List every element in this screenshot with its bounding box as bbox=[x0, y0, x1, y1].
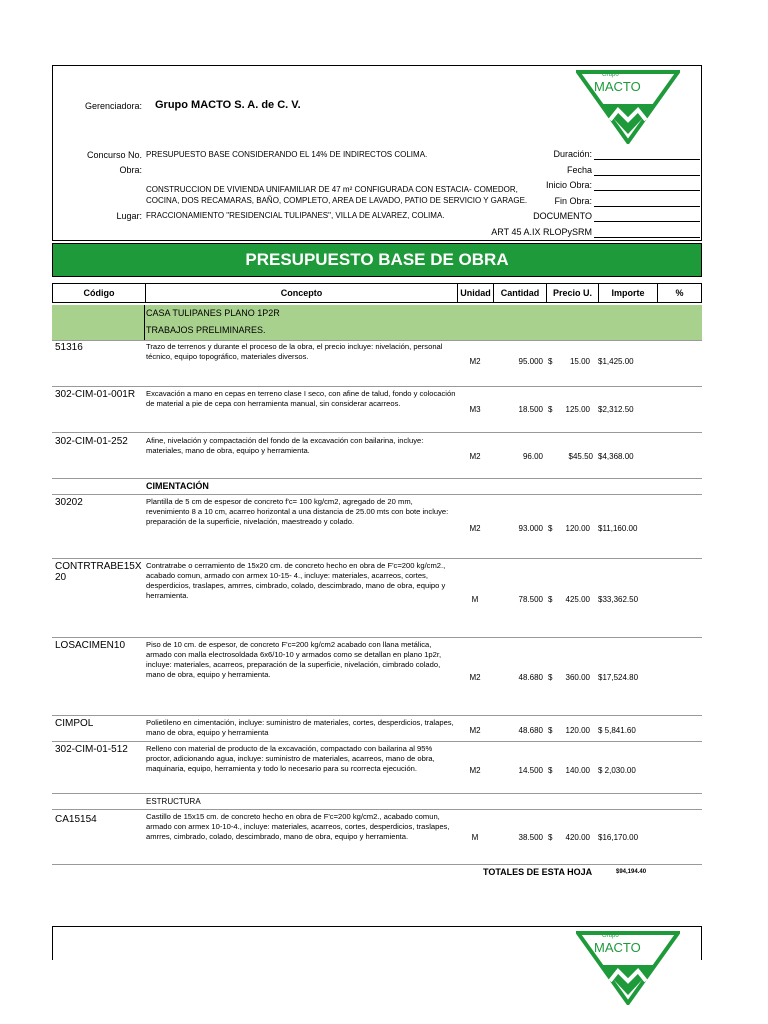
row-import: $2,312.50 bbox=[598, 405, 634, 414]
obra-label: Obra: bbox=[119, 165, 142, 175]
row-cur: $ bbox=[548, 673, 553, 682]
row-rule bbox=[52, 386, 702, 387]
row-desc: Polietileno en cimentación, incluye: suministro de materiales, cortes, desperdicios, tralapes, mano de obra, equipo y herramienta bbox=[146, 718, 454, 737]
row-rule bbox=[52, 494, 702, 495]
col-concepto: Concepto bbox=[146, 284, 458, 303]
row-import: $ 5,841.60 bbox=[598, 726, 636, 735]
row-unit: M2 bbox=[469, 357, 481, 366]
row-price: 120.00 bbox=[565, 726, 590, 735]
row-rule bbox=[52, 793, 702, 794]
row-rule bbox=[52, 741, 702, 742]
row-rule bbox=[52, 637, 702, 638]
art-line bbox=[594, 237, 700, 238]
row-import: $11,160.00 bbox=[598, 524, 638, 533]
row-code: 302-CIM-01-512 bbox=[55, 744, 128, 755]
row-code: 30202 bbox=[55, 497, 83, 508]
row-price: $45.50 bbox=[568, 452, 593, 461]
row-price: 125.00 bbox=[565, 405, 590, 414]
row-rule bbox=[52, 340, 702, 341]
row-qty: 93.000 bbox=[518, 524, 543, 533]
row-rule bbox=[52, 478, 702, 479]
row-import: $17,524.80 bbox=[598, 673, 639, 682]
row-unit: M3 bbox=[469, 405, 481, 414]
row-unit: M2 bbox=[469, 726, 481, 735]
row-desc: Trazo de terrenos y durante el proceso de la obra, el precio incluye: nivelación, personal técnico, equipo topográfico, materiales diversos. bbox=[146, 342, 443, 361]
row-code: 51316 bbox=[55, 342, 83, 353]
row-desc: Plantilla de 5 cm de espesor de concreto f'c= 100 kg/cm2, agregado de 20 mm, revenimiento 8 a 10 cm, acarreo horizontal a una distancia de 25.00 mts con bote incluye: preparación de la superficie, nivelación, maestreado y colado. bbox=[146, 497, 449, 526]
concurso-label: Concurso No. bbox=[86, 150, 142, 160]
row-cur: $ bbox=[548, 766, 553, 775]
row-import: $4,368.00 bbox=[598, 452, 634, 461]
row-price: 120.00 bbox=[565, 524, 590, 533]
art-label: ART 45 A.IX RLOPySRM bbox=[491, 227, 592, 237]
row-code: CIMPOL bbox=[55, 718, 94, 729]
col-codigo: Código bbox=[53, 284, 146, 303]
row-rule bbox=[52, 864, 702, 865]
obra-value-2: COCINA, DOS RECAMARAS, BAÑO, COMPLETO, AREA DE LAVADO, PATIO DE SERVICIO Y GARAGE. bbox=[146, 196, 528, 205]
row-unit: M bbox=[471, 833, 479, 842]
logo-brand-text-2: MACTO bbox=[594, 940, 641, 955]
duracion-line bbox=[594, 159, 700, 160]
lugar-label: Lugar: bbox=[116, 211, 142, 221]
logo-small-text-2: Grupo bbox=[602, 933, 619, 939]
row-rule bbox=[52, 809, 702, 810]
lugar-value: FRACCIONAMIENTO "RESIDENCIAL TULIPANES", VILLA DE ALVAREZ, COLIMA. bbox=[146, 211, 445, 220]
inicio-label: Inicio Obra: bbox=[545, 180, 592, 190]
row-cur: $ bbox=[548, 833, 553, 842]
duracion-label: Duración: bbox=[553, 149, 592, 159]
section-cimentacion: CIMENTACIÓN bbox=[146, 481, 209, 491]
concurso-value: PRESUPUESTO BASE CONSIDERANDO EL 14% DE INDIRECTOS COLIMA. bbox=[146, 150, 428, 159]
row-import: $ 2,030.00 bbox=[598, 766, 636, 775]
group-title-2: TRABAJOS PRELIMINARES. bbox=[146, 325, 266, 335]
gerenciadora-value: Grupo MACTO S. A. de C. V. bbox=[155, 99, 301, 111]
row-qty: 14.500 bbox=[518, 766, 543, 775]
row-code: CONTRTRABE15X20 bbox=[55, 561, 142, 583]
row-code: LOSACIMEN10 bbox=[55, 640, 126, 651]
row-unit: M2 bbox=[469, 673, 481, 682]
row-qty: 95.000 bbox=[518, 357, 543, 366]
row-desc: Castillo de 15x15 cm. de concreto hecho en obra de F'c=200 kg/cm2., acabado comun, armado con armex 10-10-4., incluye: materiales, acarreos, cortes, desperdicios, traslapes, amrres, cimbrado, colado, descimbrado, mano de obra, equipo y herramienta. bbox=[146, 812, 450, 841]
col-pct: % bbox=[658, 284, 702, 303]
row-import: $33,362.50 bbox=[598, 595, 639, 604]
gerenciadora-label: Gerenciadora: bbox=[84, 101, 142, 111]
totals-value: $94,194.40 bbox=[616, 869, 647, 875]
row-price: 420.00 bbox=[565, 833, 590, 842]
fecha-label: Fecha bbox=[566, 165, 592, 175]
row-price: 140.00 bbox=[565, 766, 590, 775]
section-estructura: ESTRUCTURA bbox=[146, 797, 201, 806]
inicio-line bbox=[594, 190, 700, 191]
fecha-line bbox=[594, 175, 700, 176]
row-cur: $ bbox=[548, 726, 553, 735]
row-desc: Piso de 10 cm. de espesor, de concreto F'c=200 kg/cm2 acabado con llana metálica, armado con malla electrosoldada 6x6/10-10 y armados como se detallan en plano 1p2r, incluye: materiales, acarreos, preparación de la superficie, nivelación, cimbrado colado, mano de obra, equipo y herramienta. bbox=[146, 640, 442, 679]
band-divider bbox=[144, 305, 145, 340]
row-desc: Relleno con material de producto de la excavación, compactado con bailarina al 95% proctor, adicionando agua, incluye: suministro de materiales, acarreos, mano de obra, maquinaria, equipo, herramienta y todo lo necesario para su rcorrecta ejecución. bbox=[146, 744, 435, 773]
row-unit: M bbox=[471, 595, 479, 604]
group-title-1: CASA TULIPANES PLANO 1P2R bbox=[146, 308, 280, 318]
row-rule bbox=[52, 432, 702, 433]
row-rule bbox=[52, 558, 702, 559]
row-price: 360.00 bbox=[565, 673, 590, 682]
documento-label: DOCUMENTO bbox=[533, 211, 592, 221]
row-cur: $ bbox=[548, 524, 553, 533]
row-unit: M2 bbox=[469, 524, 481, 533]
row-unit: M2 bbox=[469, 766, 481, 775]
fin-label: Fin Obra: bbox=[554, 196, 592, 206]
row-qty: 48.680 bbox=[518, 726, 543, 735]
row-unit: M2 bbox=[469, 452, 481, 461]
row-qty: 18.500 bbox=[518, 405, 543, 414]
row-desc: Contratrabe o cerramiento de 15x20 cm. de concreto hecho en obra de F'c=200 kg/cm2., acabado comun, armado con armex 10-15- 4., incluye: materiales, acarreos, cortes, desperdicios, traslapes, amrres, cimbrado, colado, descimbrado, mano de obra, equipo y herramienta. bbox=[146, 561, 446, 600]
row-cur: $ bbox=[548, 357, 553, 366]
row-import: $1,425.00 bbox=[598, 357, 634, 366]
row-qty: 78.500 bbox=[518, 595, 543, 604]
row-desc: Afine, nivelación y compactación del fondo de la excavación con bailarina, incluye: materiales, mano de obra, equipo y herramienta. bbox=[146, 436, 424, 455]
col-precio: Precio U. bbox=[547, 284, 599, 303]
row-code: 302-CIM-01-252 bbox=[55, 436, 128, 447]
row-code: 302-CIM-01-001R bbox=[55, 389, 136, 400]
row-desc: Excavación a mano en cepas en terreno clase I seco, con afine de talud, fondo y colocación de material a pie de cepa con herramienta manual, sin considerar acarreos. bbox=[146, 389, 456, 408]
obra-value-1: CONSTRUCCION DE VIVIENDA UNIFAMILIAR DE 47 m² CONFIGURADA CON ESTACIA- COMEDOR, bbox=[146, 185, 518, 194]
row-qty: 48.680 bbox=[518, 673, 543, 682]
totals-label: TOTALES DE ESTA HOJA bbox=[483, 867, 593, 877]
fin-line bbox=[594, 206, 700, 207]
col-unidad: Unidad bbox=[458, 284, 494, 303]
row-cur: $ bbox=[548, 405, 553, 414]
col-cantidad: Cantidad bbox=[494, 284, 547, 303]
logo-small-text: Grupo bbox=[602, 72, 619, 78]
row-price: 425.00 bbox=[565, 595, 590, 604]
row-cur: $ bbox=[548, 595, 553, 604]
row-qty: 38.500 bbox=[518, 833, 543, 842]
page-title: PRESUPUESTO BASE DE OBRA bbox=[52, 243, 702, 277]
row-rule bbox=[52, 715, 702, 716]
row-code: CA15154 bbox=[55, 814, 97, 825]
row-qty: 96.00 bbox=[522, 452, 543, 461]
col-importe: Importe bbox=[599, 284, 658, 303]
row-import: $16,170.00 bbox=[598, 833, 639, 842]
logo-brand-text: MACTO bbox=[594, 79, 641, 94]
documento-line bbox=[594, 221, 700, 222]
column-headers bbox=[52, 283, 702, 303]
row-price: 15.00 bbox=[569, 357, 590, 366]
